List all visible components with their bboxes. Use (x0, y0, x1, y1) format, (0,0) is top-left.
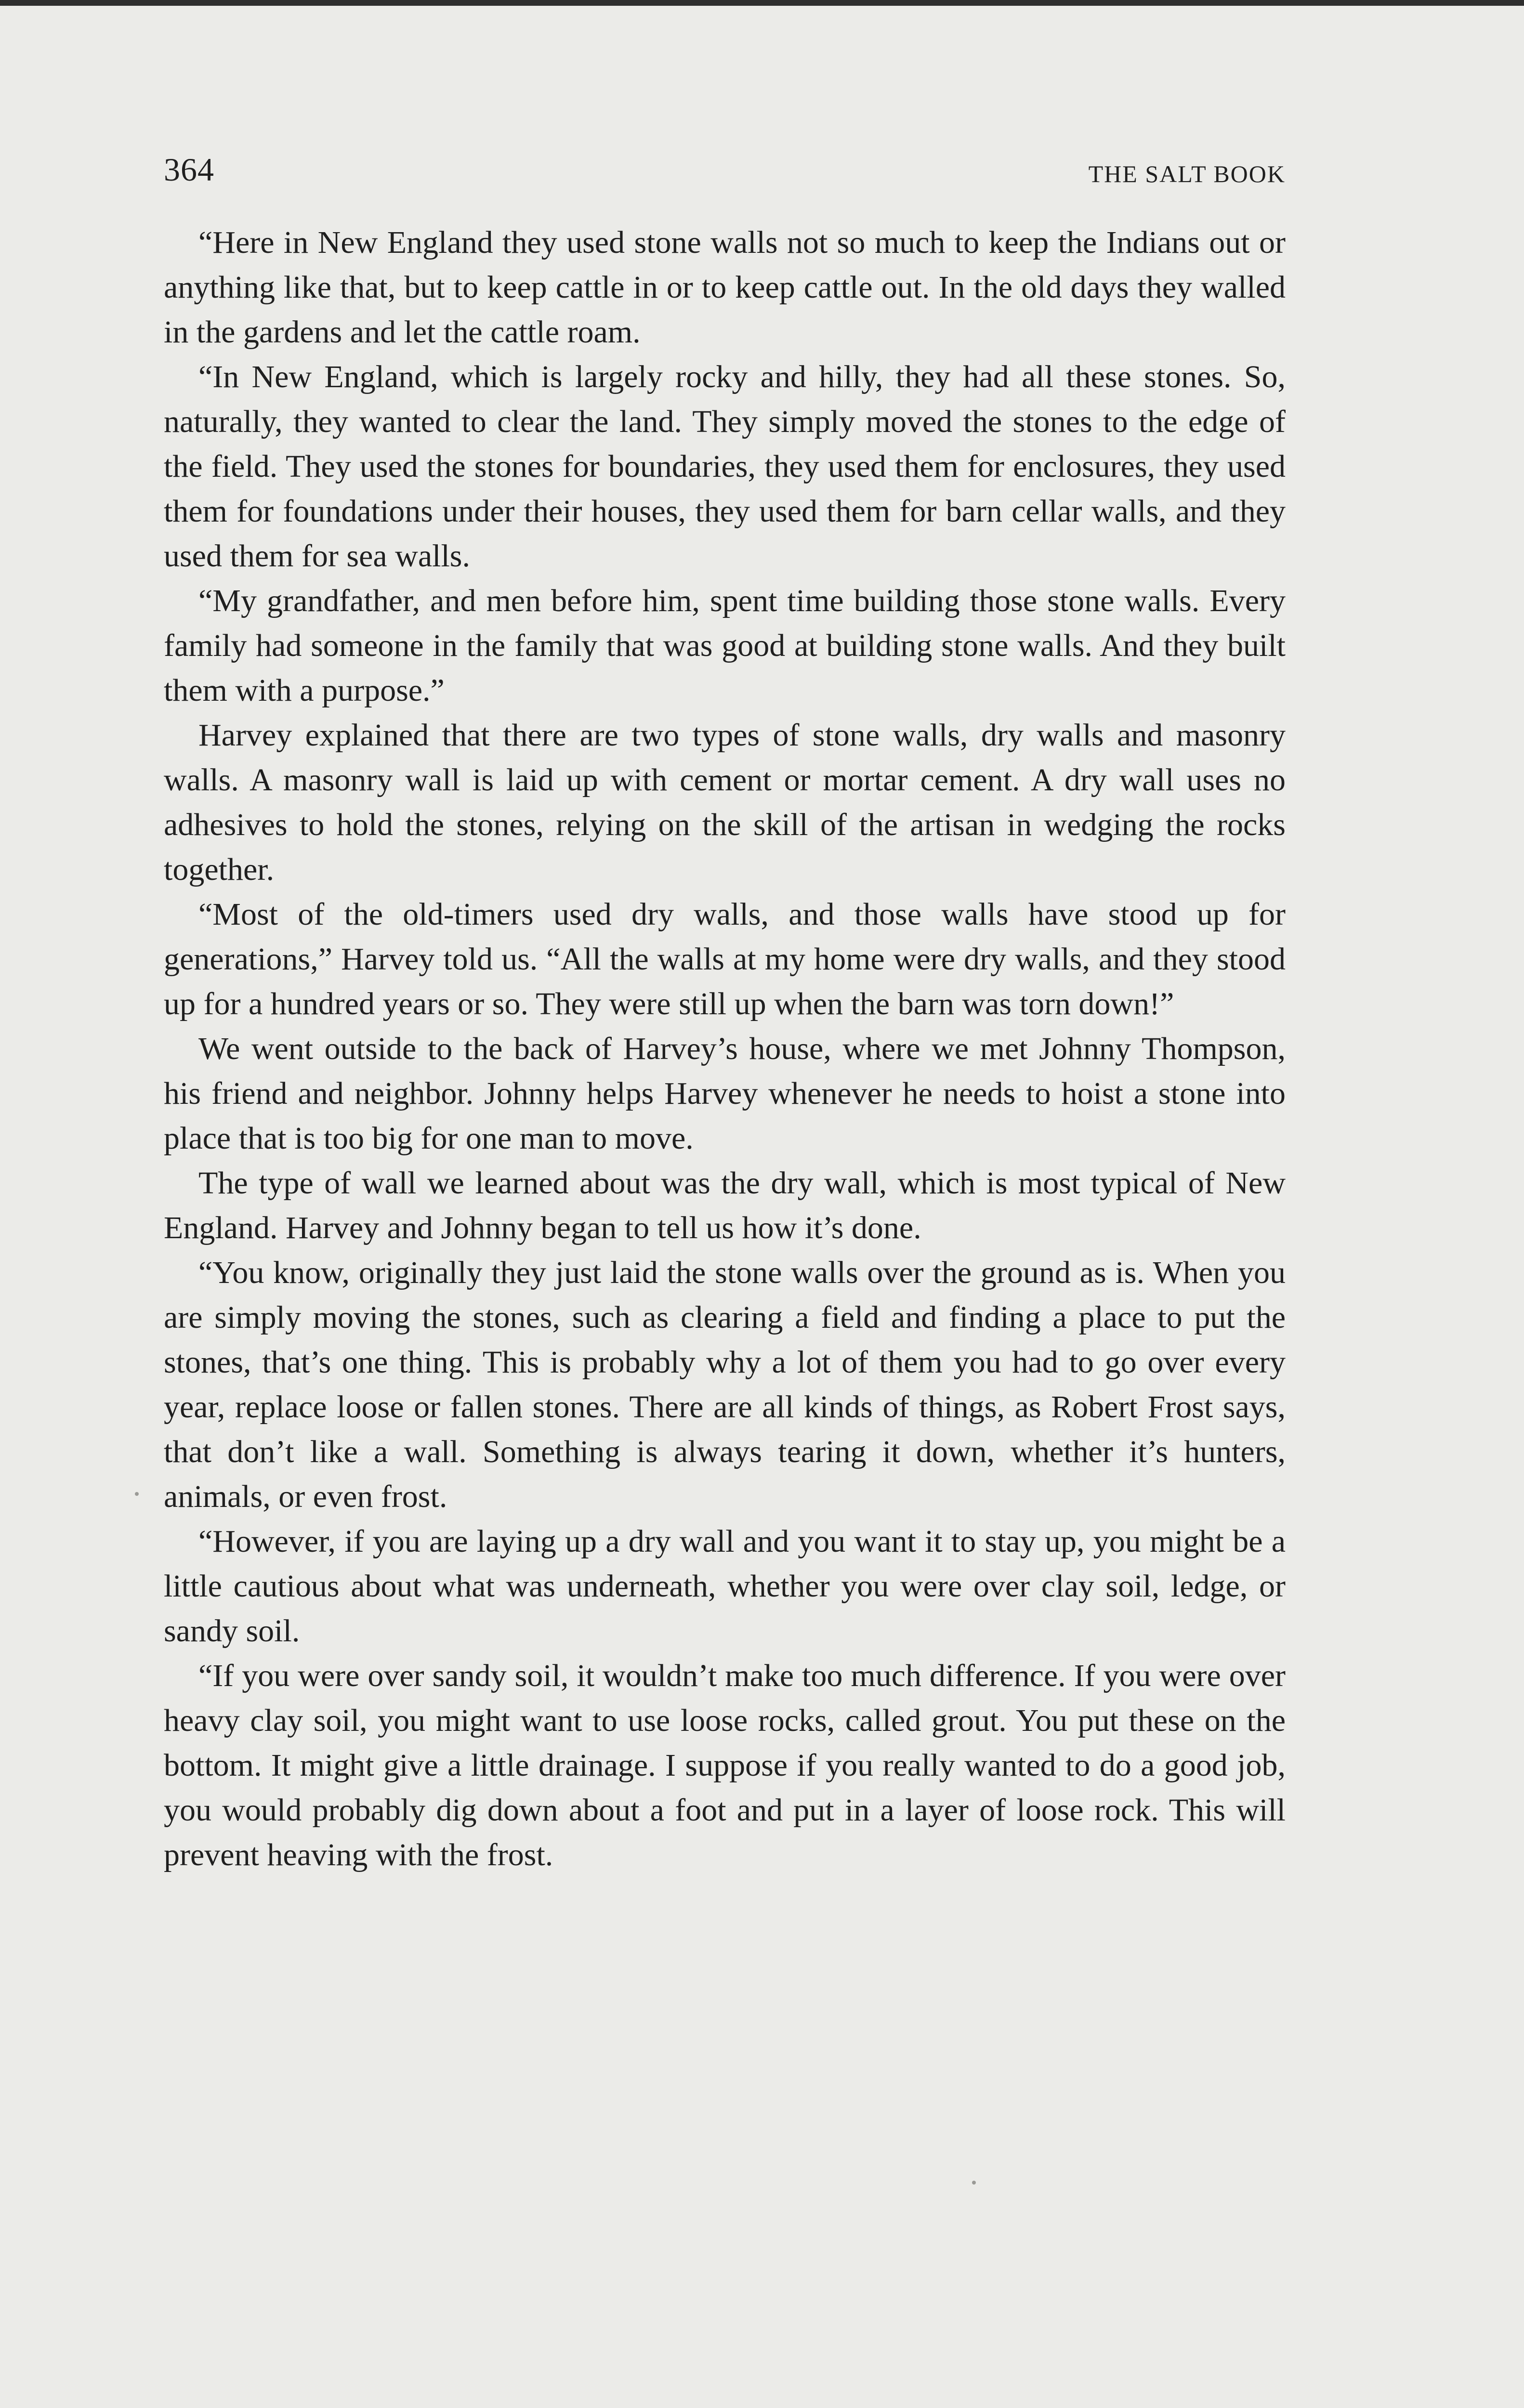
body-text (164, 220, 1286, 1877)
margin-speck (135, 1492, 139, 1496)
paragraph: “In New England, which is largely rocky and hilly, they had all these stones. So, naturally, they wanted to clear the land. They simply moved the stones to the edge of the field. They used the stones for boundaries, they used them for enclosures, they used them for foundations under their houses, they used them for barn cellar walls, and they used them for sea walls. (164, 359, 1286, 574)
running-title: THE SALT BOOK (1088, 160, 1286, 187)
paragraph: “However, if you are laying up a dry wall and you want it to stay up, you might be a little cautious about what was underneath, whether you were over clay soil, ledge, or sandy soil. (164, 1524, 1286, 1649)
page-top-edge (0, 0, 1524, 6)
paragraph: “My grandfather, and men before him, spent time building those stone walls. Every family had someone in the family that was good at building stone walls. And they built them with a purpose.” (164, 583, 1286, 708)
paragraph: “You know, originally they just laid the stone walls over the ground as is. When you are simply moving the stones, such as clearing a field and finding a place to put the stones, that’s one thing. This is probably why a lot of them you had to go over every year, replace loose or fallen stones. There are all kinds of things, as Robert Frost says, that don’t like a wall. Something is always tearing it down, whether it’s hunters, animals, or even frost. (164, 1255, 1286, 1514)
paragraph: “Here in New England they used stone walls not so much to keep the Indians out or anything like that, but to keep cattle in or to keep cattle out. In the old days they walled in the gardens and let the cattle roam. (164, 225, 1286, 350)
margin-speck (972, 2181, 976, 2185)
paragraph: We went outside to the back of Harvey’s house, where we met Johnny Thompson, his friend and neighbor. Johnny helps Harvey whenever he needs to hoist a stone into place that is too big for one man to move. (164, 1031, 1286, 1156)
paragraph: “Most of the old-timers used dry walls, and those walls have stood up for generations,” Harvey told us. “All the walls at my home were dry walls, and they stood up for a hundred years or so. They were still up when the barn was torn down!” (164, 897, 1286, 1021)
page-number: 364 (164, 151, 214, 188)
paragraph: “If you were over sandy soil, it wouldn’t make too much difference. If you were over heavy clay soil, you might want to use loose rocks, called grout. You put these on the bottom. It might give a little drainage. I suppose if you really wanted to do a good job, you would probably dig down about a foot and put in a layer of loose rock. This will prevent heaving with the frost. (164, 1658, 1286, 1872)
paragraph: Harvey explained that there are two types of stone walls, dry walls and masonry walls. A masonry wall is laid up with cement or mortar cement. A dry wall uses no adhesives to hold the stones, relying on the skill of the artisan in wedging the rocks together. (164, 718, 1286, 887)
paragraph: The type of wall we learned about was the dry wall, which is most typical of New England. Harvey and Johnny began to tell us how it’s done. (164, 1165, 1286, 1245)
